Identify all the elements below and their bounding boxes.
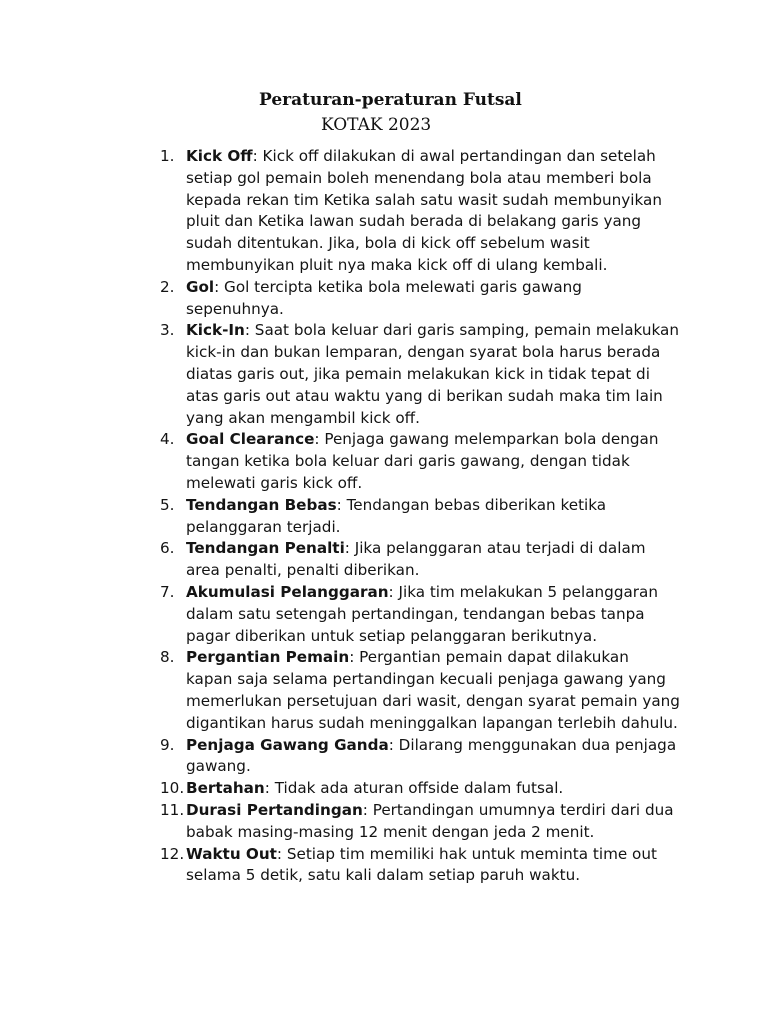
rule-item <box>160 844 680 888</box>
rule-text: : Tendangan bebas diberikan ketika pelanggaran terjadi. <box>186 495 607 536</box>
rule-number: 5. <box>160 495 175 514</box>
rule-item <box>160 778 680 800</box>
rule-item <box>160 582 680 647</box>
rule-text: : Jika pelanggaran atau terjadi di dalam area penalti, penalti diberikan. <box>186 539 646 580</box>
rule-text: : Jika tim melakukan 5 pelanggaran dalam satu setengah pertandingan, tendangan bebas tanpa pagar diberikan untuk setiap pelanggaran berikutnya. <box>186 582 658 645</box>
rule-term: Pergantian Pemain <box>186 648 350 667</box>
rule-text: : Dilarang menggunakan dua penjaga gawang. <box>186 735 677 776</box>
rule-term: Tendangan Bebas <box>186 495 337 514</box>
rule-term: Kick Off <box>186 147 253 165</box>
rule-number: 12. <box>160 844 185 863</box>
rule-number: 1. <box>160 147 175 165</box>
rule-term: Kick-In <box>186 321 245 340</box>
rule-number: 10. <box>160 779 185 798</box>
document-title: Peraturan-peraturan Futsal <box>259 90 522 110</box>
rule-item <box>160 735 680 779</box>
rule-text: : Setiap tim memiliki hak untuk meminta time out selama 5 detik, satu kali dalam setiap paruh waktu. <box>186 844 657 885</box>
rule-item <box>160 800 680 844</box>
rule-term: Durasi Pertandingan <box>186 800 363 819</box>
rule-number: 11. <box>160 800 185 819</box>
rule-term: Penjaga Gawang Ganda <box>186 735 389 754</box>
rule-item <box>160 647 680 734</box>
rule-item <box>160 538 680 582</box>
rule-item <box>160 277 680 321</box>
rule-term: Bertahan <box>186 779 265 798</box>
rule-term: Tendangan Penalti <box>186 539 345 558</box>
rule-text: : Saat bola keluar dari garis samping, pemain melakukan kick-in dan bukan lemparan, dengan syarat bola harus berada diatas garis out, jika pemain melakukan kick in tidak tepat di atas garis out atau waktu yang di berikan sudah maka tim lain yang akan mengambil kick off. <box>186 321 679 427</box>
rule-number: 7. <box>160 582 175 601</box>
rule-term: Goal Clearance <box>186 430 315 449</box>
rule-item <box>160 429 680 494</box>
rule-number: 3. <box>160 321 175 340</box>
rule-text: : Kick off dilakukan di awal pertandingan dan setelah setiap gol pemain boleh menendang bola atau memberi bola kepada rekan tim Ketika salah satu wasit sudah membunyikan pluit dan Ketika lawan sudah berada di belakang garis yang sudah ditentukan. Jika, bola di kick off sebelum wasit membunyikan pluit nya maka kick off di ulang kembali. <box>186 147 662 274</box>
rule-term: Waktu Out <box>186 844 277 863</box>
rule-number: 6. <box>160 539 175 558</box>
rules-list <box>160 146 680 887</box>
rule-number: 4. <box>160 430 175 449</box>
rule-term: Akumulasi Pelanggaran <box>186 582 389 601</box>
rule-term: Gol <box>186 277 215 296</box>
rule-number: 9. <box>160 735 175 754</box>
rule-text: : Pergantian pemain dapat dilakukan kapan saja selama pertandingan kecuali penjaga gawang yang memerlukan persetujuan dari wasit, dengan syarat pemain yang digantikan harus sudah meninggalkan lapangan terlebih dahulu. <box>186 648 680 732</box>
rule-text: : Penjaga gawang melemparkan bola dengan tangan ketika bola keluar dari garis gawang, dengan tidak melewati garis kick off. <box>186 430 659 492</box>
document-subtitle: KOTAK 2023 <box>321 115 432 135</box>
rule-text: : Tidak ada aturan offside dalam futsal. <box>264 779 564 798</box>
rule-number: 8. <box>160 648 175 667</box>
rule-item <box>160 495 680 539</box>
rule-item <box>160 146 680 277</box>
rule-text: : Gol tercipta ketika bola melewati garis gawang sepenuhnya. <box>186 277 582 318</box>
rule-text: : Pertandingan umumnya terdiri dari dua babak masing-masing 12 menit dengan jeda 2 menit. <box>186 800 674 841</box>
rule-number: 2. <box>160 277 175 296</box>
rule-item <box>160 320 680 429</box>
